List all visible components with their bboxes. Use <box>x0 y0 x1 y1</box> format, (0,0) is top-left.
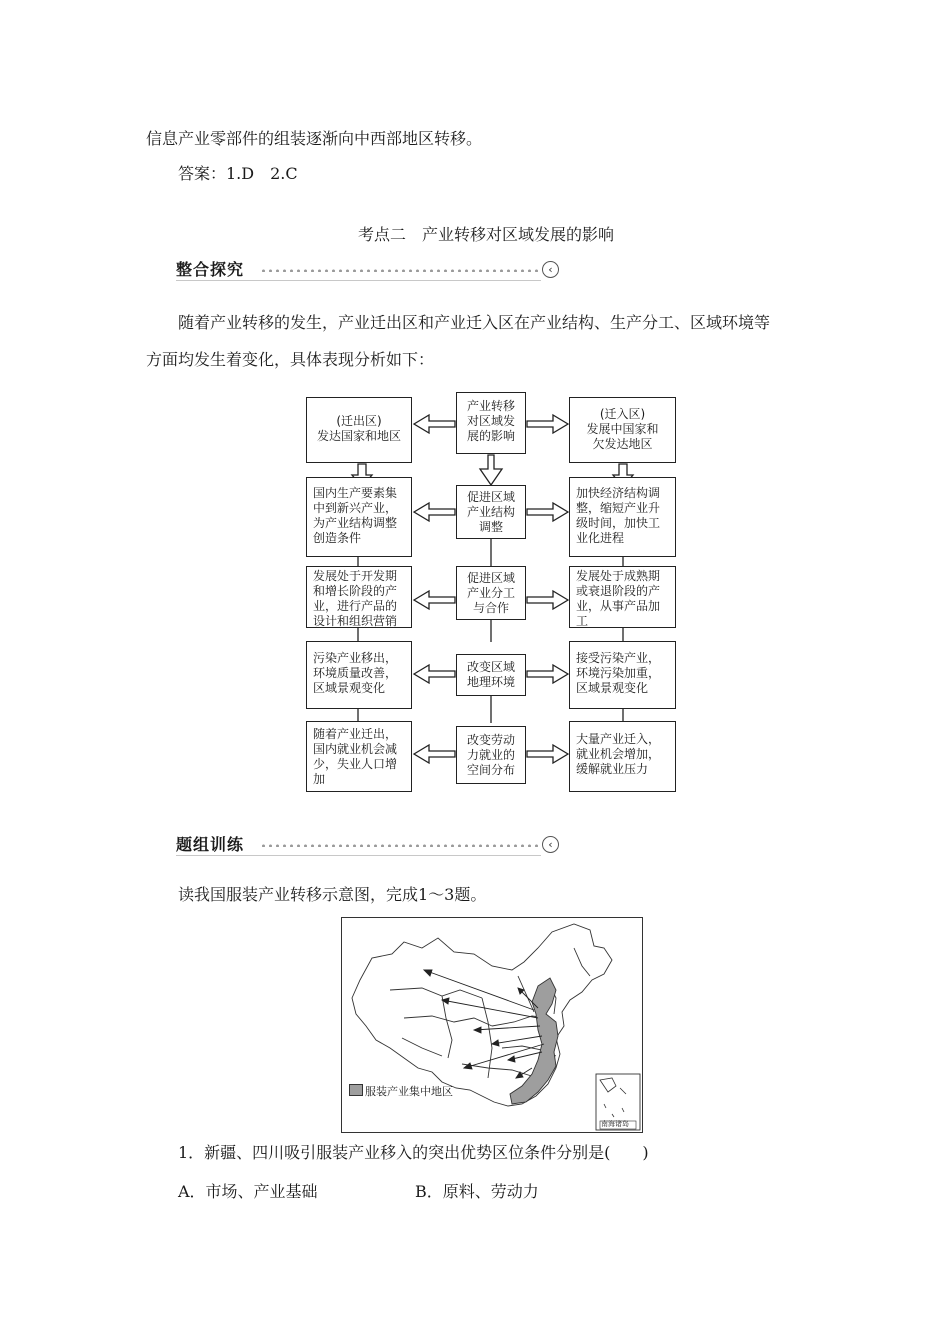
flowchart-box-impact-title: 产业转移 对区域发 展的影响 <box>456 392 526 454</box>
map-intro: 读我国服装产业转移示意图，完成1～3题。 <box>178 885 487 904</box>
flowchart-box-emigration-region: (迁出区) 发达国家和地区 <box>306 397 412 463</box>
section-heading-integration <box>176 259 560 281</box>
section-heading-label: 整合探究 <box>176 260 245 279</box>
flowchart-box-row4-right: 大量产业迁入， 就业机会增加， 缓解就业压力 <box>569 721 676 792</box>
topic-title: 考点二 产业转移对区域发展的影响 <box>358 225 615 244</box>
flowchart-box-row4-center: 改变劳动 力就业的 空间分布 <box>456 726 526 784</box>
intro-line: 信息产业零部件的组装逐渐向中西部地区转移。 <box>146 129 483 148</box>
dotted-rule <box>260 269 540 272</box>
option-a: A．市场、产业基础 <box>178 1182 318 1201</box>
dotted-rule <box>260 844 540 847</box>
flowchart-box-row1-left: 国内生产要素集 中到新兴产业， 为产业结构调整 创造条件 <box>306 477 412 557</box>
chevron-left-icon: ‹ <box>542 261 559 278</box>
flowchart-box-row4-left: 随着产业迁出， 国内就业机会减 少，失业人口增 加 <box>306 721 412 792</box>
flowchart <box>305 391 677 793</box>
country-outline <box>352 924 612 1106</box>
heading-underline <box>176 855 541 856</box>
inset-label: 南海诸岛 <box>601 1120 629 1128</box>
map-drawing <box>342 918 642 1132</box>
double-arrow-right <box>527 415 568 433</box>
flowchart-box-row1-right: 加快经济结构调 整，缩短产业升 级时间，加快工 业化进程 <box>569 477 676 557</box>
legend-label: 服装产业集中地区 <box>365 1085 453 1098</box>
flowchart-box-row2-center: 促进区域 产业分工 与合作 <box>456 566 526 620</box>
paragraph-line-2: 方面均发生着变化，具体表现分析如下： <box>146 350 435 369</box>
legend-swatch <box>349 1084 363 1096</box>
china-garment-industry-map <box>341 917 643 1133</box>
flowchart-box-immigration-region: (迁入区) 发展中国家和 欠发达地区 <box>569 397 676 463</box>
section-heading-label: 题组训练 <box>176 835 245 854</box>
chevron-left-icon: ‹ <box>542 836 559 853</box>
flowchart-box-row3-left: 污染产业移出， 环境质量改善， 区域景观变化 <box>306 641 412 709</box>
question-1: 1．新疆、四川吸引服装产业移入的突出优势区位条件分别是( ) <box>178 1143 649 1162</box>
flowchart-box-row2-left: 发展处于开发期 和增长阶段的产 业，进行产品的 设计和组织营销 <box>306 566 412 628</box>
paragraph-line-1: 随着产业转移的发生，产业迁出区和产业迁入区在产业结构、生产分工、区域环境等 <box>178 313 771 332</box>
section-heading-practice <box>176 834 560 856</box>
option-b: B．原料、劳动力 <box>415 1182 539 1201</box>
flowchart-box-row1-center: 促进区域 产业结构 调整 <box>456 485 526 539</box>
heading-underline <box>176 280 541 281</box>
answer-line: 答案：1.D 2.C <box>178 164 298 183</box>
flowchart-box-row3-center: 改变区域 地理环境 <box>456 654 526 696</box>
double-arrow-left <box>414 415 455 433</box>
down-arrow-center <box>480 455 502 485</box>
flowchart-box-row2-right: 发展处于成熟期 或衰退阶段的产 业，从事产品加 工 <box>569 566 676 628</box>
flowchart-box-row3-right: 接受污染产业， 环境污染加重， 区域景观变化 <box>569 641 676 709</box>
map-legend <box>349 1084 453 1099</box>
